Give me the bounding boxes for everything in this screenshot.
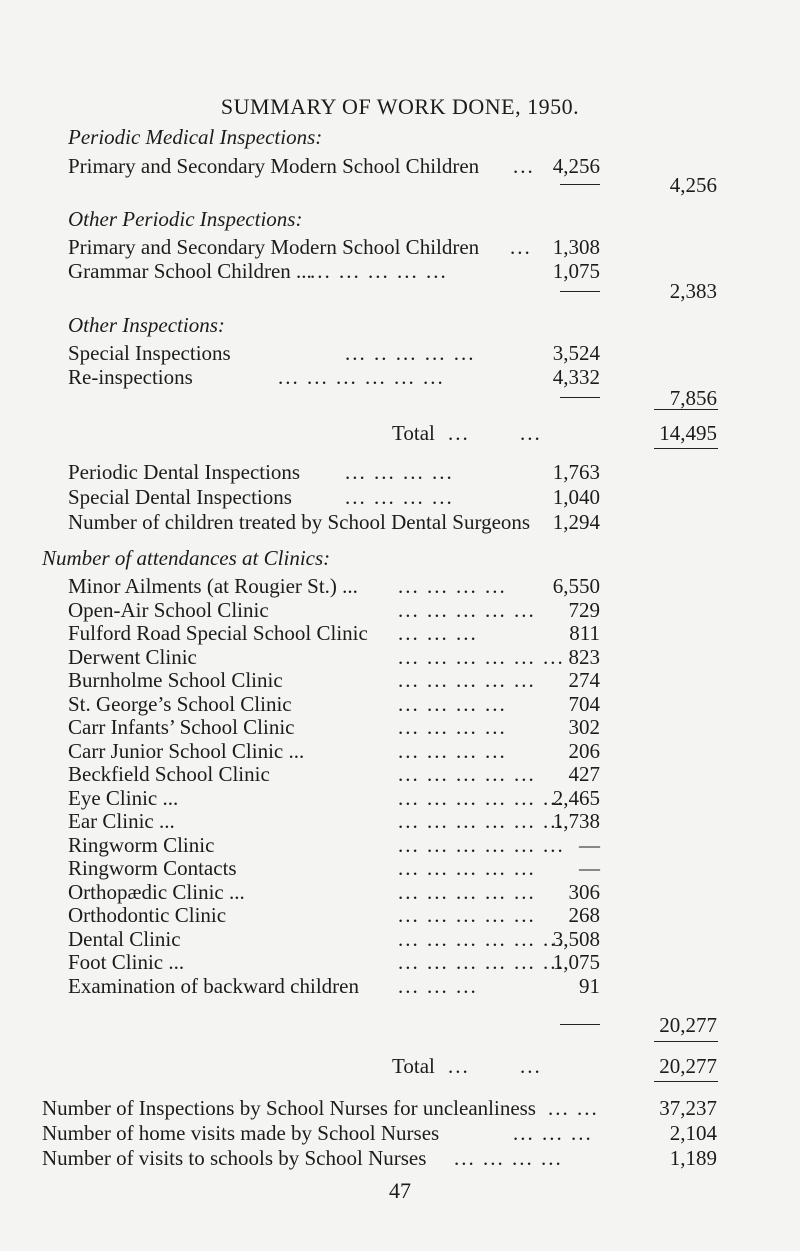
row-value: 1,763 [552, 460, 600, 484]
row-label: Re-inspections [68, 365, 193, 389]
total-value: 14,495 [659, 421, 717, 445]
total-rule [654, 448, 718, 449]
row-value: 4,332 [552, 365, 600, 389]
clinic-label: Carr Infants’ School Clinic [68, 715, 295, 739]
leader-dots: ... ... ... ... ... ... [398, 645, 565, 669]
leader-dots: ... ... ... ... ... [398, 856, 536, 880]
clinic-label: Examination of backward children [68, 974, 359, 998]
clinic-label: Ear Clinic ... [68, 809, 175, 833]
clinic-value: 306 [568, 880, 600, 904]
leader-dots: ... ... ... ... ... ... [398, 950, 565, 974]
leader-dots: ... [448, 421, 470, 445]
row-value: 1,308 [552, 235, 600, 259]
clinic-value: 427 [568, 762, 600, 786]
leader-dots: ... ... ... ... ... [398, 903, 536, 927]
sum-rule [560, 291, 600, 292]
row-value: 1,189 [669, 1146, 717, 1170]
leader-dots: ... ... ... [398, 621, 478, 645]
leader-dots: ... .. ... ... ... [345, 341, 476, 365]
clinic-label: Orthodontic Clinic [68, 903, 227, 927]
clinic-label: Derwent Clinic [68, 645, 197, 669]
row-label: Periodic Dental Inspections [68, 460, 301, 484]
total-rule [654, 1041, 718, 1042]
row-value: 37,237 [659, 1096, 717, 1120]
clinic-label: Ringworm Clinic [68, 833, 215, 857]
row-label: Number of home visits made by School Nurses [42, 1121, 440, 1145]
sum-rule [560, 397, 600, 398]
leader-dots: ... [513, 154, 535, 178]
clinic-value: 3,508 [552, 927, 600, 951]
row-value: 1,075 [552, 259, 600, 283]
leader-dots: ... ... ... ... ... [398, 762, 536, 786]
leader-dots: ... [520, 421, 542, 445]
row-label: Grammar School Children ... [68, 259, 312, 283]
leader-dots: ... ... ... ... [345, 460, 454, 484]
row-label: Number of children treated by School Dental Surgeons [68, 510, 531, 534]
clinic-value: 729 [568, 598, 600, 622]
clinic-value: 6,550 [552, 574, 600, 598]
leader-dots: ... ... ... ... [454, 1146, 563, 1170]
row-label: Special Inspections [68, 341, 231, 365]
clinic-label: Eye Clinic ... [68, 786, 179, 810]
clinic-value: 302 [568, 715, 600, 739]
row-value: 3,524 [552, 341, 600, 365]
clinic-value: 274 [568, 668, 600, 692]
clinic-value: 704 [568, 692, 600, 716]
row-value: 1,040 [552, 485, 600, 509]
total-label: Total [392, 1054, 435, 1078]
clinic-value: 206 [568, 739, 600, 763]
clinic-label: Fulford Road Special School Clinic [68, 621, 368, 645]
clinic-label: Burnholme School Clinic [68, 668, 283, 692]
clinic-value: 91 [579, 974, 600, 998]
section-heading-periodic: Periodic Medical Inspections: [68, 125, 323, 149]
clinic-label: Foot Clinic ... [68, 950, 185, 974]
row-value: 1,294 [552, 510, 600, 534]
subtotal-value: 2,383 [669, 279, 717, 303]
clinic-value: 1,075 [552, 950, 600, 974]
subtotal-value: 7,856 [669, 386, 717, 410]
subtotal-value: 20,277 [659, 1013, 717, 1037]
leader-dots: ... ... ... ... ... [398, 598, 536, 622]
sum-rule [560, 184, 600, 185]
clinic-label: Beckfield School Clinic [68, 762, 270, 786]
section-heading-other-inspections: Other Inspections: [68, 313, 225, 337]
leader-dots: ... ... ... ... ... [310, 259, 448, 283]
leader-dots: ... ... ... ... [345, 485, 454, 509]
leader-dots: ... ... ... ... [398, 574, 507, 598]
leader-dots: ... [510, 235, 532, 259]
row-label: Primary and Secondary Modern School Children [68, 235, 480, 259]
leader-dots: ... ... ... ... ... [398, 668, 536, 692]
page-title: SUMMARY OF WORK DONE, 1950. [220, 94, 580, 119]
leader-dots: ... ... ... ... ... ... [398, 786, 565, 810]
leader-dots: ... ... ... ... ... ... [398, 927, 565, 951]
clinic-label: St. George’s School Clinic [68, 692, 292, 716]
clinic-value: 1,738 [552, 809, 600, 833]
row-label: Special Dental Inspections [68, 485, 292, 509]
leader-dots: ... ... ... ... ... [398, 880, 536, 904]
leader-dots: ... ... [548, 1096, 599, 1120]
clinic-label: Ringworm Contacts [68, 856, 237, 880]
row-label: Number of Inspections by School Nurses for uncleanliness [42, 1096, 536, 1120]
leader-dots: ... ... ... ... [398, 692, 507, 716]
row-value: 4,256 [552, 154, 600, 178]
total-label: Total [392, 421, 435, 445]
clinic-label: Orthopædic Clinic ... [68, 880, 245, 904]
subtotal-value: 4,256 [669, 173, 717, 197]
clinic-label: Open-Air School Clinic [68, 598, 269, 622]
total-value: 20,277 [659, 1054, 717, 1078]
section-heading-clinics: Number of attendances at Clinics: [42, 546, 331, 570]
leader-dots: ... ... ... ... [398, 715, 507, 739]
clinic-value: — [579, 833, 600, 857]
row-label: Primary and Secondary Modern School Children [68, 154, 480, 178]
row-value: 2,104 [669, 1121, 717, 1145]
total-rule [654, 1081, 718, 1082]
row-label: Number of visits to schools by School Nurses [42, 1146, 427, 1170]
leader-dots: ... ... ... [398, 974, 478, 998]
page-number: 47 [389, 1178, 411, 1203]
section-heading-other-periodic: Other Periodic Inspections: [68, 207, 303, 231]
clinic-value: — [579, 856, 600, 880]
clinic-label: Carr Junior School Clinic ... [68, 739, 305, 763]
total-rule [654, 409, 718, 410]
clinic-value: 268 [568, 903, 600, 927]
clinic-label: Minor Ailments (at Rougier St.) ... [68, 574, 358, 598]
leader-dots: ... ... ... ... ... ... [398, 833, 565, 857]
leader-dots: ... ... ... ... [398, 739, 507, 763]
leader-dots: ... ... ... ... ... ... [278, 365, 445, 389]
clinic-value: 823 [568, 645, 600, 669]
leader-dots: ... [448, 1054, 470, 1078]
clinic-value: 2,465 [552, 786, 600, 810]
leader-dots: ... ... ... ... ... ... [398, 809, 565, 833]
sum-rule [560, 1024, 600, 1025]
clinic-label: Dental Clinic [68, 927, 181, 951]
leader-dots: ... ... ... [513, 1121, 593, 1145]
leader-dots: ... [520, 1054, 542, 1078]
clinic-value: 811 [569, 621, 600, 645]
